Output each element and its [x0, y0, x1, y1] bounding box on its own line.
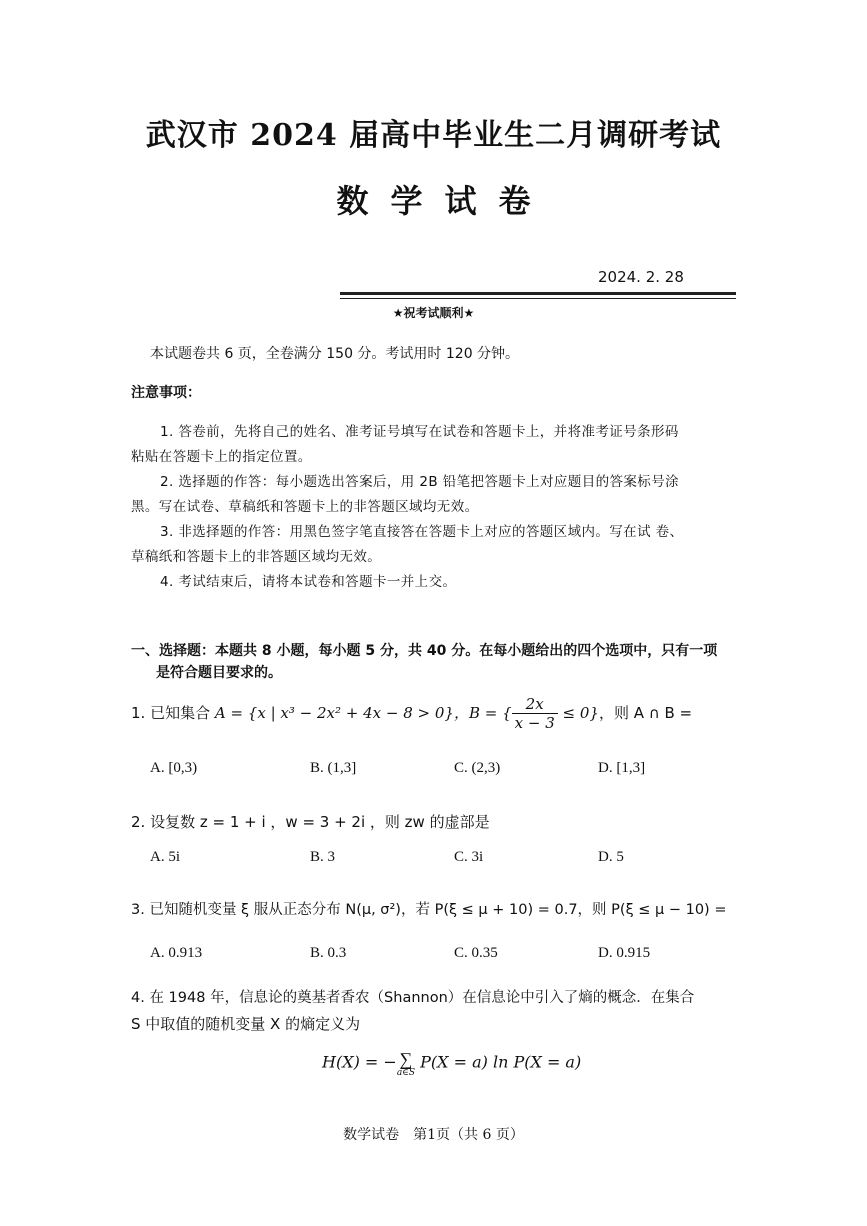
question-3: 3. 已知随机变量 ξ 服从正态分布 N(μ, σ²)，若 P(ξ ≤ μ + 10) = 0.7，则 P(ξ ≤ μ − 10) =: [131, 902, 727, 918]
q1-frac-numerator: 2x: [512, 695, 558, 714]
q1-set-b-right: ≤ 0}: [557, 704, 599, 722]
notice-line-7: 4. 考试结束后，请将本试卷和答题卡一并上交。: [160, 574, 457, 590]
section-heading: [131, 640, 731, 684]
q3-option-a: A. 0.913: [150, 945, 203, 961]
notice-line-5: 3. 非选择题的作答：用黑色签字笔直接答在答题卡上对应的答题区域内。写在试 卷、: [160, 524, 684, 540]
question-4-line-1: 4. 在 1948 年，信息论的奠基者香农（Shannon）在信息论中引入了熵的概念．在集合: [131, 990, 695, 1006]
exam-intro: 本试题卷共 6 页，全卷满分 150 分。考试用时 120 分钟。: [150, 346, 520, 362]
exam-date: 2024. 2. 28: [598, 268, 684, 286]
q3-option-b: B. 0.3: [310, 945, 347, 961]
motto: ★祝考试顺利★: [392, 306, 475, 320]
formula-right: P(X = a) ln P(X = a): [415, 1052, 582, 1072]
notice-line-1: 1. 答卷前，先将自己的姓名、准考证号填写在试卷和答题卡上，并将准考证号条形码: [160, 424, 679, 440]
notice-heading: 注意事项：: [131, 385, 201, 401]
sum-icon: ∑: [399, 1049, 413, 1069]
formula-left: H(X) = −: [322, 1052, 397, 1072]
header-rule-thick: [340, 292, 736, 295]
formula-sum-block: [397, 1050, 415, 1078]
question-2: 2. 设复数 z = 1 + i ，w = 3 + 2i ，则 zw 的虚部是: [131, 813, 490, 831]
q1-option-a: A. [0,3): [150, 760, 198, 776]
q2-option-d: D. 5: [598, 849, 624, 865]
q2-option-a: A. 5i: [150, 849, 180, 865]
exam-title: 武汉市 2024 届高中毕业生二月调研考试: [145, 118, 722, 153]
question-1: [131, 695, 692, 732]
q3-option-d: D. 0.915: [598, 945, 651, 961]
q1-option-c: C. (2,3): [454, 760, 501, 776]
q1-fraction: [512, 695, 558, 732]
notice-line-3: 2. 选择题的作答：每小题选出答案后，用 2B 铅笔把答题卡上对应题目的答案标号涂: [160, 474, 680, 490]
subject-title: 数学试卷: [336, 182, 553, 220]
question-4-line-2: S 中取值的随机变量 X 的熵定义为: [131, 1015, 361, 1033]
q1-set-a: A = {x | x³ − 2x² + 4x − 8 > 0}: [214, 704, 454, 722]
section-heading-line-1: 一、选择题：本题共 8 小题，每小题 5 分，共 40 分。在每小题给出的四个选项中，只有一项: [131, 643, 718, 659]
header-rule-thin: [340, 298, 736, 299]
q2-option-c: C. 3i: [454, 849, 484, 865]
q1-prefix: 1. 已知集合: [131, 704, 211, 722]
entropy-formula: [322, 1050, 581, 1078]
notice-line-4: 黑。写在试卷、草稿纸和答题卡上的非答题区域均无效。: [131, 499, 479, 515]
section-heading-line-2: 是符合题目要求的。: [156, 665, 282, 681]
q2-option-b: B. 3: [310, 849, 336, 865]
q1-frac-denominator: x − 3: [514, 714, 555, 732]
q1-option-d: D. [1,3]: [598, 760, 646, 776]
q1-tail: ，则 A ∩ B =: [598, 704, 693, 722]
q3-option-c: C. 0.35: [454, 945, 498, 961]
notice-line-6: 草稿纸和答题卡上的非答题区域均无效。: [131, 549, 382, 565]
page-footer: 数学试卷 第1页（共 6 页）: [343, 1127, 524, 1143]
notice-line-2: 粘贴在答题卡上的指定位置。: [131, 449, 312, 465]
q1-option-b: B. (1,3]: [310, 760, 357, 776]
q1-set-b-left: ，B = {: [453, 704, 512, 722]
formula-sum-subscript: a∈S: [396, 1068, 416, 1078]
